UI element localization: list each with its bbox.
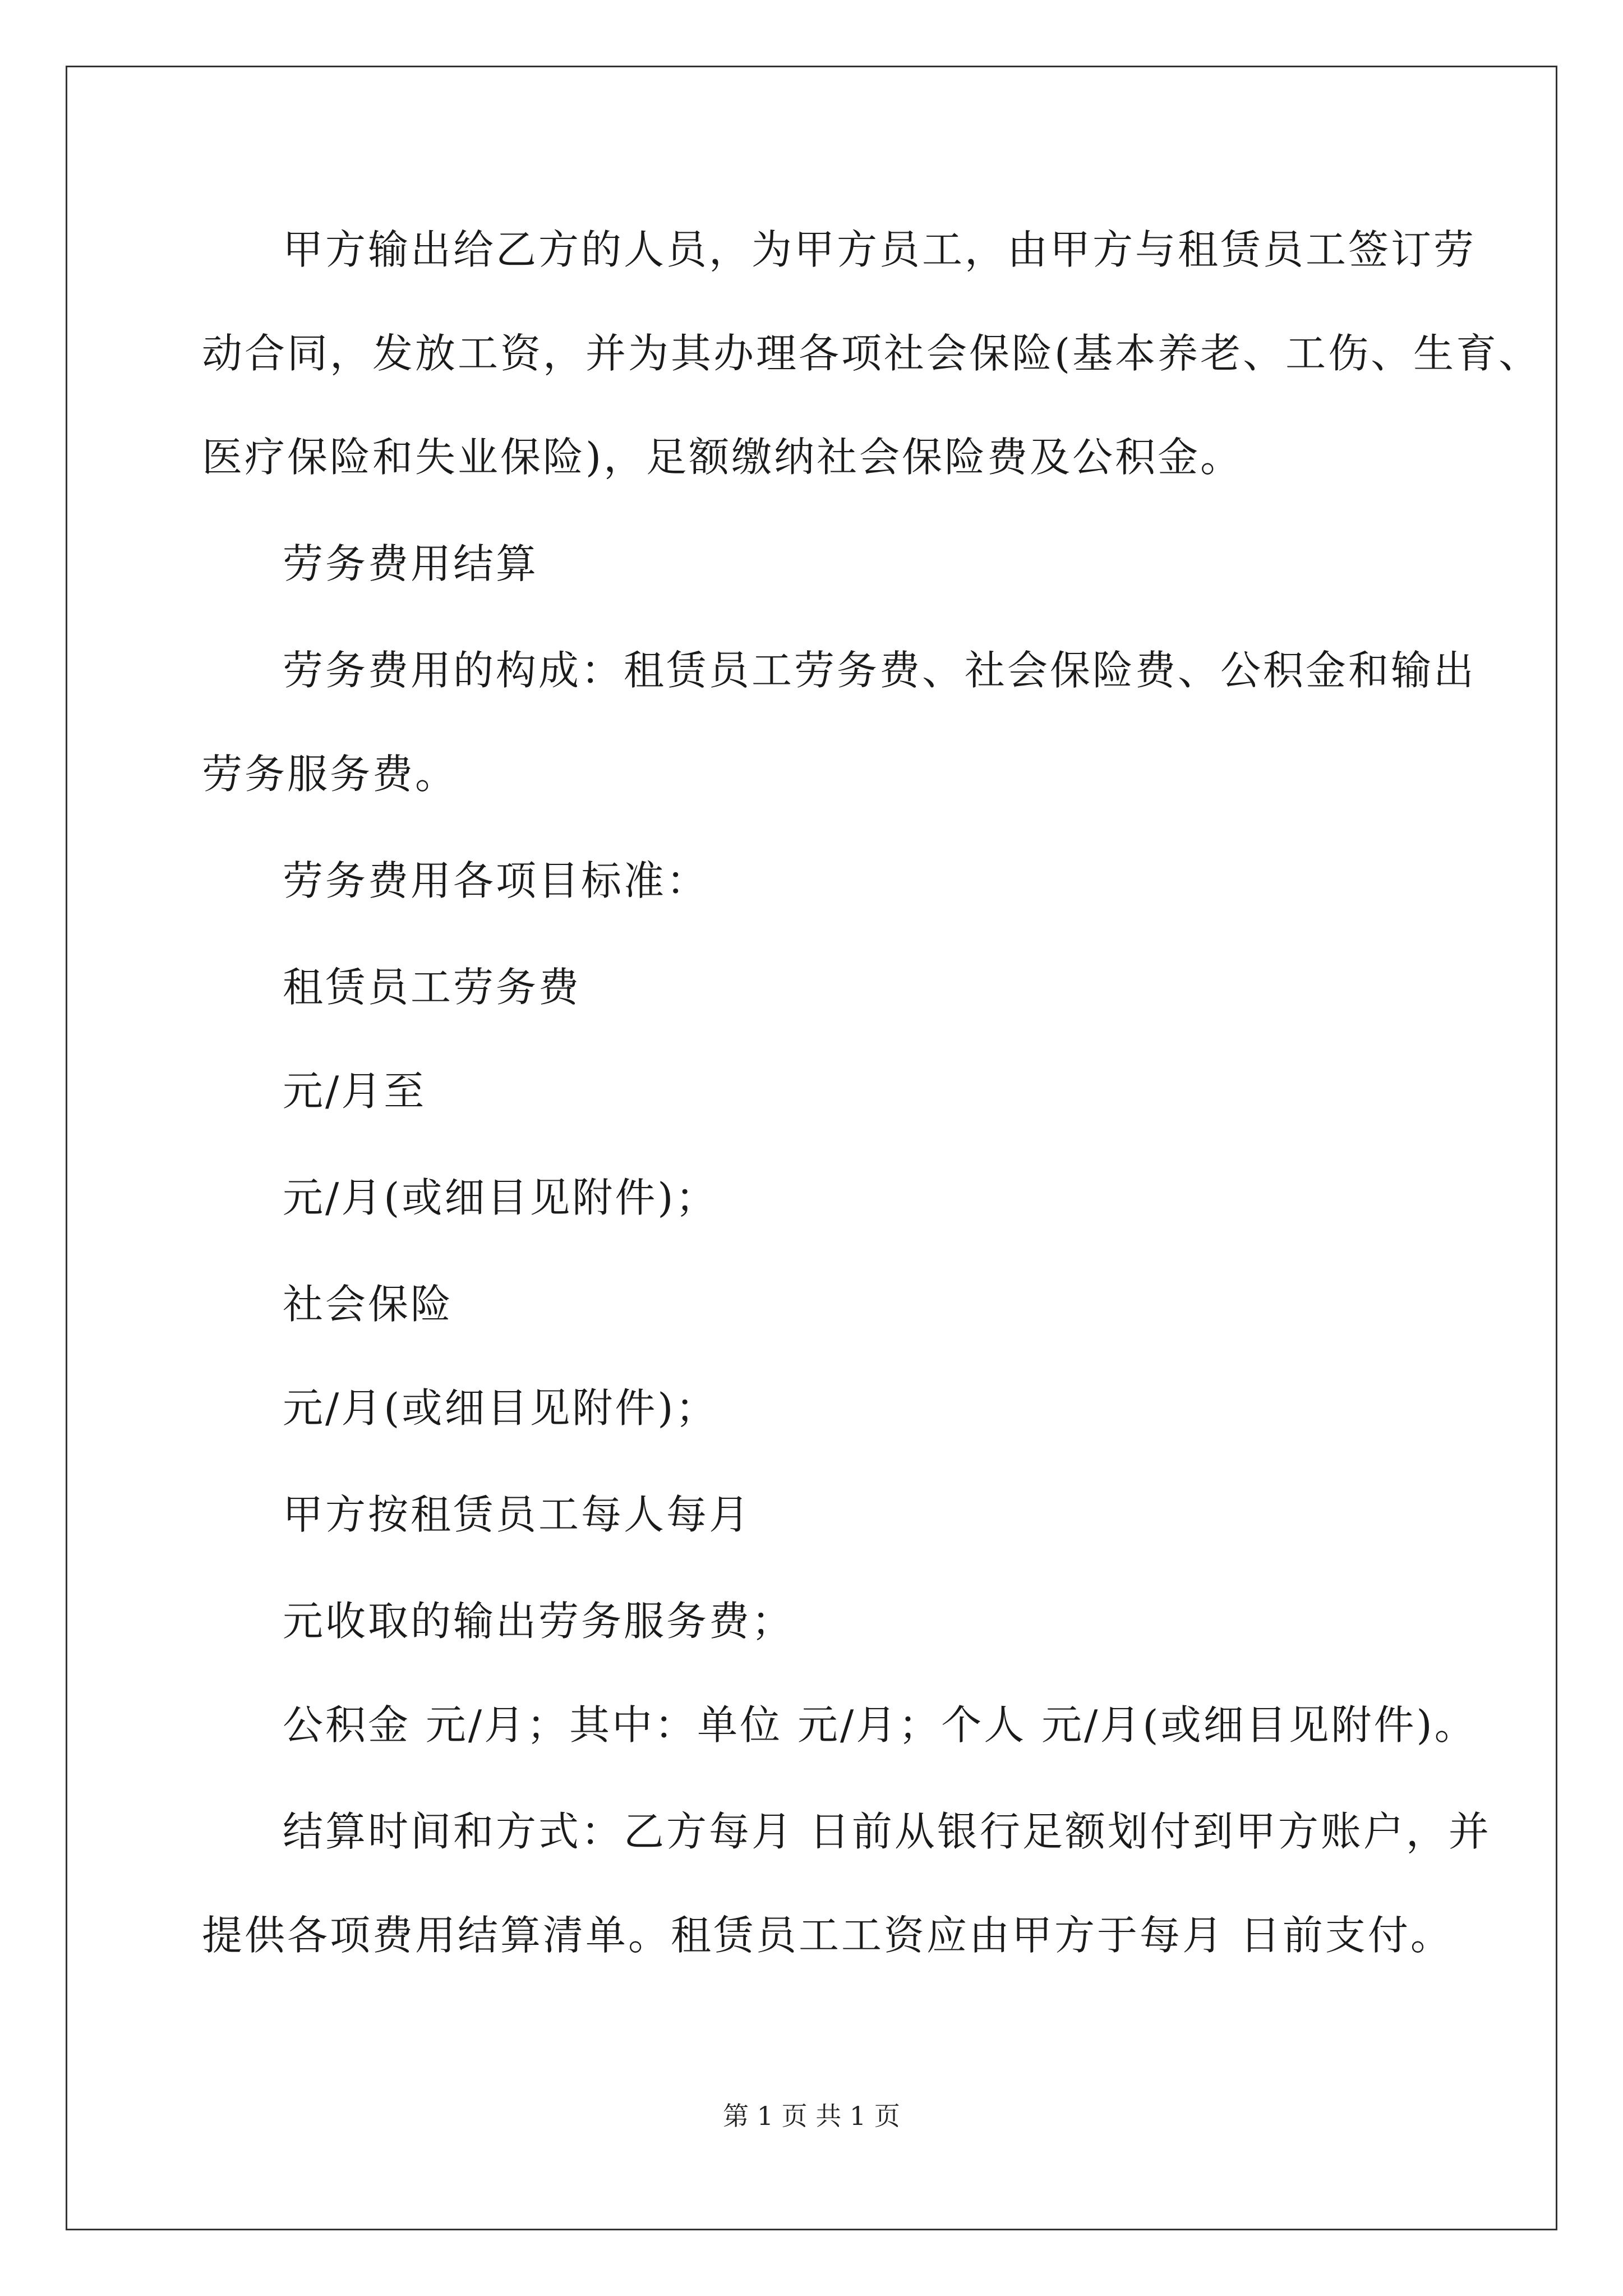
paragraph-line: 元收取的输出劳务服务费； [283, 1598, 795, 1645]
paragraph-line: 劳务费用各项目标准： [283, 857, 709, 904]
paragraph-line: 甲方按租赁员工每人每月 [283, 1491, 752, 1538]
paragraph-line: 劳务服务费。 [202, 751, 458, 798]
paragraph-line: 元/月至 [283, 1068, 427, 1115]
section-heading: 劳务费用结算 [283, 540, 539, 587]
paragraph-line: 医疗保险和失业保险)，足额缴纳社会保险费及公积金。 [202, 434, 1243, 481]
paragraph-line: 元/月(或细目见附件)； [283, 1384, 718, 1432]
paragraph-line: 社会保险 [283, 1281, 454, 1328]
paragraph-line: 劳务费用的构成：租赁员工劳务费、社会保险费、公积金和输出 [283, 647, 1477, 694]
paragraph-line: 结算时间和方式：乙方每月 日前从银行足额划付到甲方账户，并 [283, 1808, 1491, 1855]
paragraph-line: 元/月(或细目见附件)； [283, 1174, 718, 1221]
page-border [66, 66, 1557, 2230]
paragraph-line: 甲方输出给乙方的人员，为甲方员工，由甲方与租赁员工签订劳 [283, 226, 1477, 273]
paragraph-line: 动合同，发放工资，并为其办理各项社会保险(基本养老、工伤、生育、 [202, 330, 1542, 377]
paragraph-line: 提供各项费用结算清单。租赁员工工资应由甲方于每月 日前支付。 [202, 1912, 1453, 1959]
page-footer: 第 1 页 共 1 页 [723, 2101, 900, 2131]
paragraph-line: 租赁员工劳务费 [283, 964, 582, 1011]
paragraph-line: 公积金 元/月；其中：单位 元/月；个人 元/月(或细目见附件)。 [283, 1701, 1477, 1749]
